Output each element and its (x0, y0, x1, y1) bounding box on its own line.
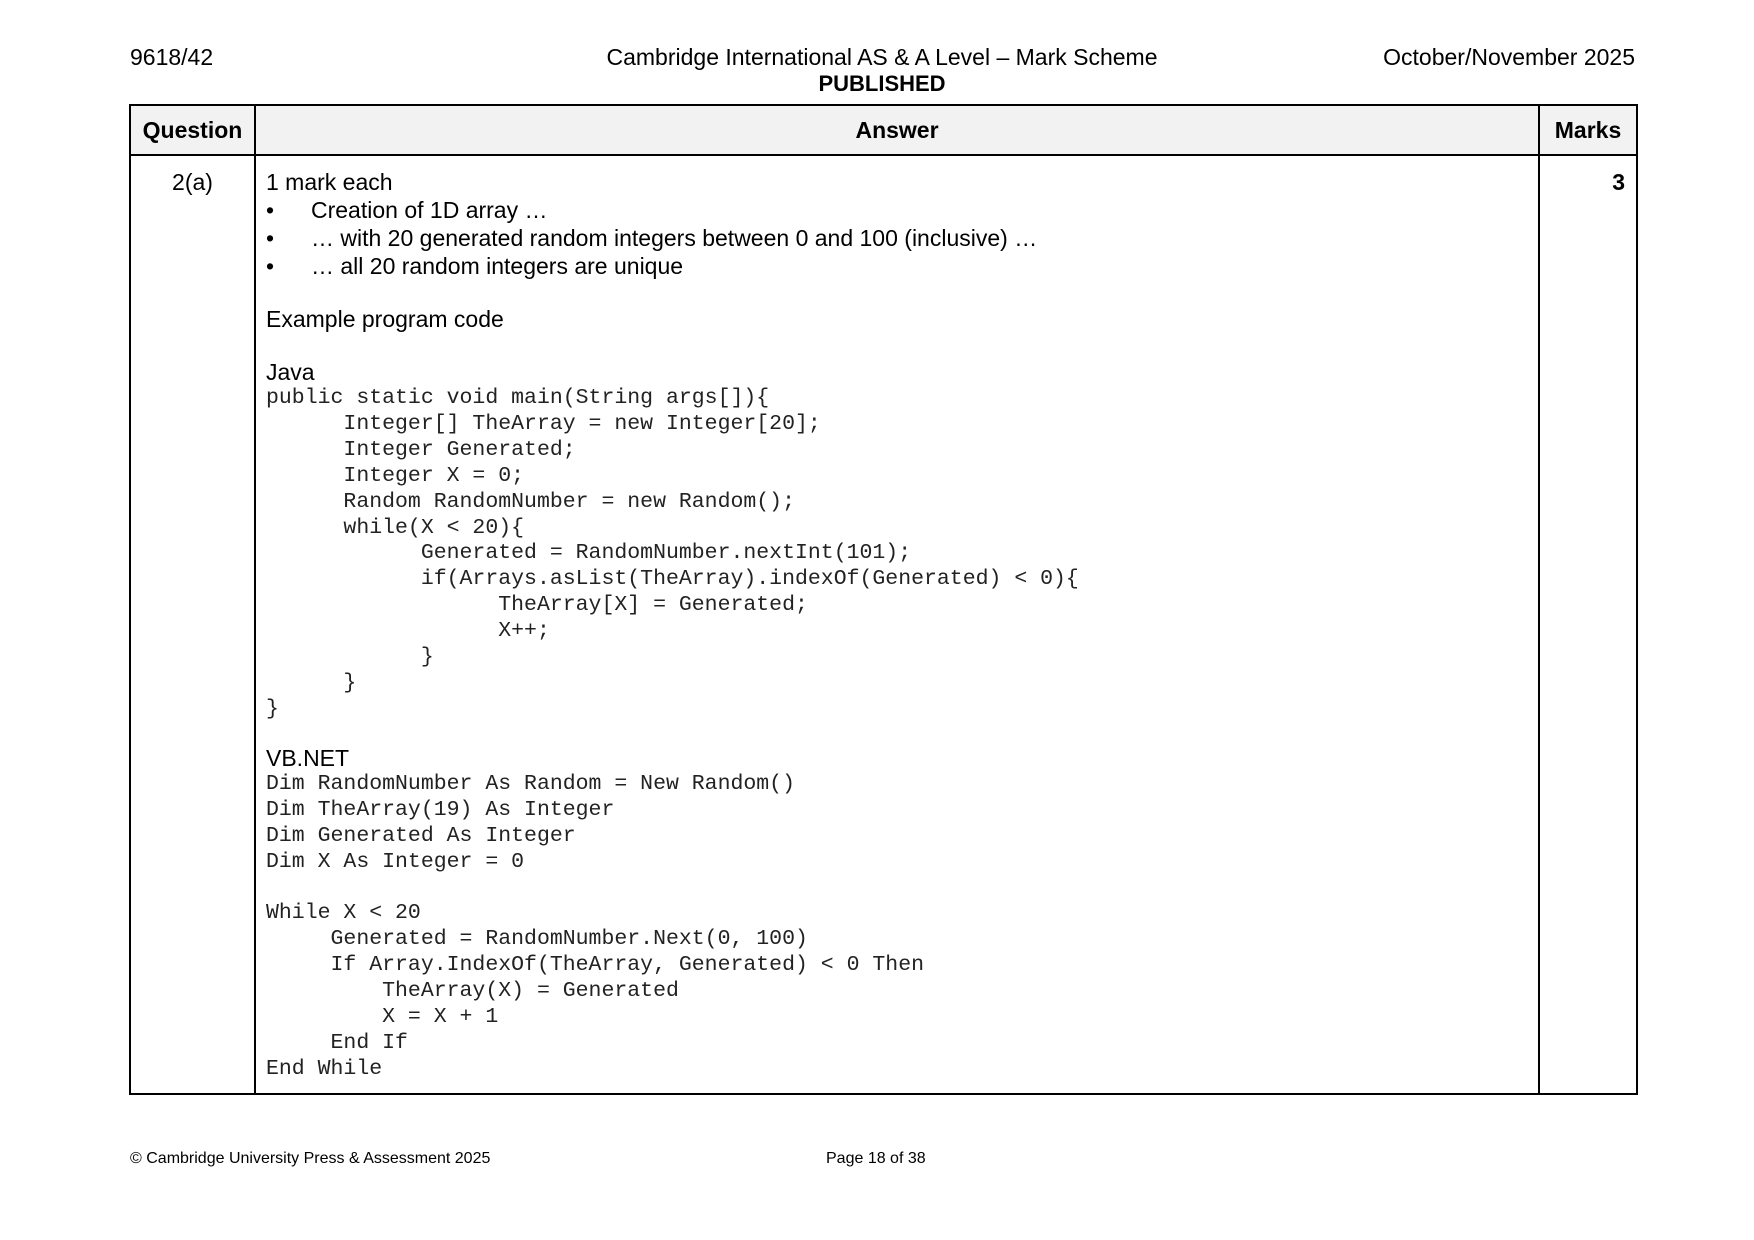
java-label: Java (266, 359, 315, 385)
example-heading: Example program code (266, 306, 504, 332)
paper-code: 9618/42 (130, 44, 214, 70)
question-number: 2(a) (130, 155, 255, 1094)
marking-point: • Creation of 1D array … (266, 196, 1528, 224)
marking-point: • … all 20 random integers are unique (266, 252, 1528, 280)
copyright-notice: © Cambridge University Press & Assessment 2025 (130, 1150, 491, 1167)
vbnet-label: VB.NET (266, 744, 350, 771)
answer-column-header: Answer (255, 105, 1539, 155)
answer-cell (255, 155, 1539, 1094)
mark-scheme-table (129, 104, 1638, 1095)
table-row (130, 155, 1637, 1094)
page-number: Page 18 of 38 (826, 1150, 926, 1167)
marking-points-list (266, 196, 1528, 280)
vbnet-code-block: Dim RandomNumber As Random = New Random() Dim TheArray(19) As Integer Dim Generated As Integer Dim X As Integer = 0 While X < 20 Generated = RandomNumber.Next(0, 100) If Array.IndexOf(TheArray, Generated) < 0 Then TheArray(X) = Generated X = X + 1 End If End While (266, 771, 925, 1081)
marks-value: 3 (1539, 155, 1637, 1094)
marking-point: • … with 20 generated random integers between 0 and 100 (inclusive) … (266, 224, 1528, 252)
mark-allocation-note: 1 mark each (266, 169, 393, 195)
question-column-header: Question (130, 105, 255, 155)
exam-session: October/November 2025 (1383, 44, 1635, 70)
java-code-block: public static void main(String args[]){ Integer[] TheArray = new Integer[20]; Integer Generated; Integer X = 0; Random RandomNumber = new Random(); while(X < 20){ Generated = RandomNumber.nextInt(101); if(Arrays.asList(TheArray).indexOf(Generated) < 0){ TheArray[X] = Generated; X++; } } } (266, 386, 1079, 721)
published-label: PUBLISHED (818, 71, 946, 96)
table-header-row (130, 105, 1637, 155)
document-title: Cambridge International AS & A Level – Mark Scheme (606, 44, 1158, 70)
marks-column-header: Marks (1539, 105, 1637, 155)
